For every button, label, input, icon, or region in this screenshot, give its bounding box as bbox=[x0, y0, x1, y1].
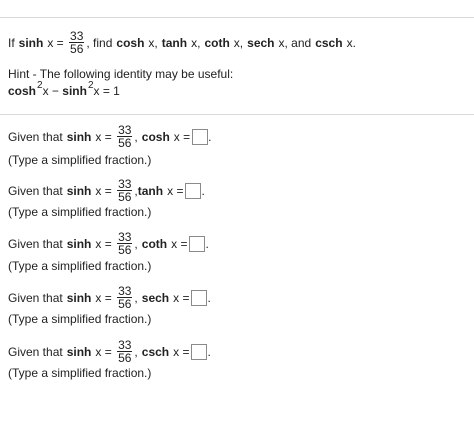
problem-func: sinh bbox=[18, 35, 44, 50]
target-var: x = bbox=[171, 236, 188, 251]
target-func: sech bbox=[141, 290, 170, 305]
given-func: sinh bbox=[66, 183, 92, 198]
target-var: x = bbox=[173, 129, 191, 144]
target-var: x bbox=[346, 35, 353, 50]
given-eq: = bbox=[101, 236, 116, 251]
given-func: sinh bbox=[66, 344, 92, 359]
comma: , bbox=[134, 129, 138, 144]
problem-denominator: 56 bbox=[70, 42, 84, 56]
identity-var2: x bbox=[93, 84, 100, 98]
given-text: Given that bbox=[8, 129, 63, 144]
part-tanh bbox=[8, 178, 205, 203]
target-tanh: tanh bbox=[161, 35, 188, 50]
target-sep: , and bbox=[284, 35, 312, 50]
target-sep: . bbox=[352, 35, 356, 50]
comma: , bbox=[134, 290, 138, 305]
identity-exp2: 2 bbox=[87, 79, 94, 91]
given-numerator: 33 bbox=[118, 230, 132, 244]
identity-f1: cosh bbox=[8, 84, 37, 98]
hint-note: (Type a simplified fraction.) bbox=[8, 259, 152, 273]
given-fraction bbox=[117, 231, 132, 256]
hint-note: (Type a simplified fraction.) bbox=[8, 153, 152, 167]
target-sep: , bbox=[154, 35, 158, 50]
target-func: coth bbox=[141, 236, 168, 251]
given-denominator: 56 bbox=[118, 297, 132, 311]
given-var: x bbox=[95, 290, 102, 305]
target-var: x = bbox=[167, 183, 184, 198]
given-text: Given that bbox=[8, 236, 63, 251]
given-denominator: 56 bbox=[118, 243, 132, 257]
given-text: Given that bbox=[8, 183, 63, 198]
given-denominator: 56 bbox=[118, 351, 132, 365]
identity-exp1: 2 bbox=[37, 79, 43, 91]
target-func: cosh bbox=[141, 129, 170, 144]
target-func: csch bbox=[141, 344, 170, 359]
identity-rhs: = 1 bbox=[99, 84, 120, 98]
comma: , bbox=[134, 183, 138, 198]
given-denominator: 56 bbox=[118, 136, 132, 150]
part-cosh bbox=[8, 124, 211, 149]
target-sep: , bbox=[239, 35, 244, 50]
part-sech bbox=[8, 285, 211, 310]
target-var: x bbox=[233, 35, 240, 50]
given-var: x bbox=[95, 236, 102, 251]
given-text: Given that bbox=[8, 290, 63, 305]
section-divider bbox=[0, 114, 474, 115]
answer-input-coth[interactable] bbox=[189, 236, 205, 252]
hint-note: (Type a simplified fraction.) bbox=[8, 205, 152, 219]
given-numerator: 33 bbox=[118, 284, 132, 298]
target-var: x = bbox=[173, 290, 190, 305]
hint-note: (Type a simplified fraction.) bbox=[8, 366, 152, 380]
problem-find-text: , find bbox=[86, 35, 113, 50]
target-var: x bbox=[148, 35, 155, 50]
given-var: x bbox=[95, 344, 102, 359]
given-var: x bbox=[95, 129, 102, 144]
target-cosh: cosh bbox=[116, 35, 145, 50]
given-eq: = bbox=[101, 344, 116, 359]
given-fraction bbox=[117, 339, 132, 364]
problem-statement bbox=[8, 30, 356, 55]
identity-var1: x bbox=[42, 84, 49, 98]
given-func: sinh bbox=[66, 290, 92, 305]
target-coth: coth bbox=[204, 35, 230, 50]
given-numerator: 33 bbox=[118, 123, 132, 137]
target-var: x = bbox=[173, 344, 190, 359]
target-sech: sech bbox=[247, 35, 275, 50]
problem-eq: = bbox=[53, 35, 68, 50]
given-numerator: 33 bbox=[118, 177, 132, 191]
period: . bbox=[205, 236, 209, 251]
given-func: sinh bbox=[66, 236, 92, 251]
identity-f2: sinh bbox=[62, 84, 87, 98]
period: . bbox=[208, 129, 212, 144]
target-var: x bbox=[191, 35, 198, 50]
identity-minus: − bbox=[48, 84, 63, 98]
given-numerator: 33 bbox=[118, 338, 132, 352]
given-eq: = bbox=[101, 129, 116, 144]
given-var: x bbox=[95, 183, 102, 198]
given-fraction bbox=[117, 285, 132, 310]
answer-input-csch[interactable] bbox=[191, 344, 207, 360]
answer-input-tanh[interactable] bbox=[185, 183, 201, 199]
given-eq: = bbox=[101, 290, 116, 305]
given-fraction bbox=[117, 178, 132, 203]
part-coth bbox=[8, 231, 209, 256]
hint-label: Hint - The following identity may be useful: bbox=[8, 67, 234, 81]
given-eq: = bbox=[101, 183, 116, 198]
answer-input-cosh[interactable] bbox=[192, 129, 208, 145]
given-func: sinh bbox=[66, 129, 92, 144]
given-text: Given that bbox=[8, 344, 63, 359]
problem-numerator: 33 bbox=[70, 29, 84, 43]
target-func: tanh bbox=[137, 183, 164, 198]
part-csch bbox=[8, 339, 211, 364]
problem-var: x bbox=[47, 35, 54, 50]
problem-prefix: If bbox=[8, 35, 15, 50]
comma: , bbox=[134, 236, 138, 251]
target-sep: , bbox=[197, 35, 201, 50]
hint-note: (Type a simplified fraction.) bbox=[8, 312, 152, 326]
answer-input-sech[interactable] bbox=[191, 290, 207, 306]
period: . bbox=[201, 183, 205, 198]
hint-identity bbox=[8, 79, 120, 98]
top-divider bbox=[0, 17, 474, 18]
target-csch: csch bbox=[315, 35, 343, 50]
period: . bbox=[207, 290, 211, 305]
comma: , bbox=[134, 344, 138, 359]
target-var: x bbox=[278, 35, 285, 50]
given-fraction bbox=[117, 124, 132, 149]
period: . bbox=[207, 344, 211, 359]
given-denominator: 56 bbox=[118, 190, 132, 204]
problem-fraction bbox=[69, 30, 84, 55]
